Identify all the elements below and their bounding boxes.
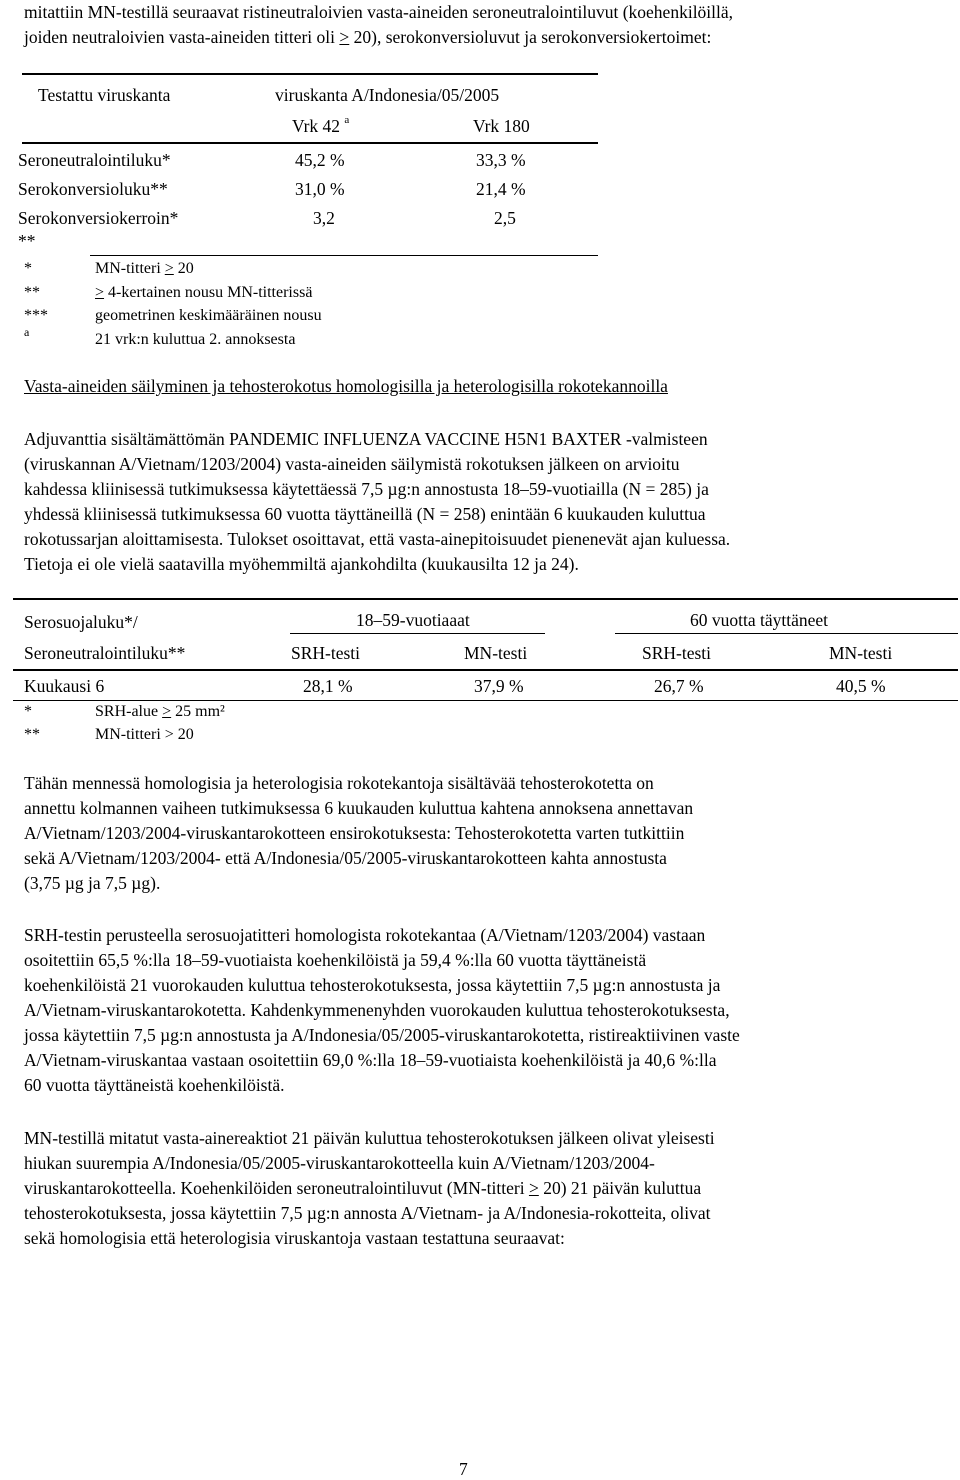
footnote-mark: a [24,325,30,339]
paragraph-line: (3,75 µg ja 7,5 µg). [24,873,161,893]
footnote-text: > 4-kertainen nousu MN-titterissä [95,284,313,301]
paragraph-line: Tähän mennessä homologisia ja heterologisia rokotekantoja sisältävää tehosterokotetta on [24,773,654,793]
footnote-mark: *** [24,307,48,324]
table-2-col-header: MN-testi [464,643,528,663]
paragraph-4 [24,1126,939,1251]
paragraph-line: Adjuvanttia sisältämättömän PANDEMIC INFLUENZA VACCINE H5N1 BAXTER -valmisteen [24,429,708,449]
paragraph-line: MN-testillä mitatut vasta-ainereaktiot 21 päivän kuluttua tehosterokotuksen jälkeen olivat yleisesti [24,1128,715,1148]
table-2-bottom-rule [13,700,958,701]
table-1-top-rule [22,73,598,75]
paragraph-line: SRH-testin perusteella serosuojatitteri homologista rokotekantaa (A/Vietnam/1203/2004) vastaan [24,925,706,945]
table-2-group-rule [290,633,545,634]
table-1-cell: 3,2 [313,208,335,228]
paragraph-line: A/Vietnam/1203/2004-viruskantarokotteen ensirokotuksesta: Tehosterokotetta varten tutkittiin [24,823,685,843]
paragraph-line: koehenkilöistä 21 vuorokauden kuluttua tehosterokotuksesta, jossa käytettiin 7,5 µg:n annostusta ja [24,975,721,995]
footnote-mark: * [24,703,32,720]
footnote-mark: ** [24,726,40,743]
footnote-text: 21 vrk:n kuluttua 2. annoksesta [95,331,296,348]
table-1-row-label-wrap: ** [18,231,36,251]
footnote-mark: * [24,260,32,277]
section-heading: Vasta-aineiden säilyminen ja tehosterokotus homologisilla ja heterologisilla rokotekannoilla [24,376,668,396]
table-1-row-label: Serokonversioluku** [18,179,168,199]
table-2-group-60: 60 vuotta täyttäneet [690,610,829,630]
paragraph-line: sekä homologisia että heterologisia viruskantoja vastaan testattuna seuraavat: [24,1228,565,1248]
table-2-cell: 26,7 % [654,676,704,696]
table-2-cell: 28,1 % [303,676,353,696]
paragraph-line: annettu kolmannen vaiheen tutkimuksessa 6 kuukauden kuluttua kahtena annoksena annettavan [24,798,694,818]
table-2-header-label-2: Seroneutralointiluku** [24,643,186,663]
paragraph-1 [24,427,939,577]
footnote-text: geometrinen keskimääräinen nousu [95,307,322,324]
table-1-cell: 33,3 % [476,150,526,170]
table-1-cell: 45,2 % [295,150,345,170]
table-1-col-vrk42: Vrk 42 $^a$ [292,114,350,136]
paragraph-line: viruskantarokotteella. Koehenkilöiden seroneutralointiluvut (MN-titteri > 20) 21 päivän kuluttua [24,1178,702,1198]
paragraph-line: rokotussarjan aloittamisesta. Tulokset osoittavat, että vasta-ainepitoisuudet pienenevät ajan kuluessa. [24,529,731,549]
table-2-header-label: Serosuojaluku*/ [24,612,138,632]
footnote-text: MN-titteri > 20 [95,726,194,743]
paragraph-line: Tietoja ei ole vielä saatavilla myöhemmiltä ajankohdilta (kuukausilta 12 ja 24). [24,554,579,574]
paragraph-line: A/Vietnam-viruskantarokotetta. Kahdenkymmenenyhden vuorokauden kuluttua tehosterokotuksesta, [24,1000,730,1020]
paragraph-line: jossa käytettiin 7,5 µg:n annostusta ja A/Indonesia/05/2005-viruskantarokotetta, ristireaktiivinen vaste [24,1025,740,1045]
table-1-cell: 21,4 % [476,179,526,199]
paragraph-line: osoitettiin 65,5 %:lla 18–59-vuotiaista koehenkilöistä ja 59,4 %:lla 60 vuotta täyttäneistä [24,950,647,970]
table-2-top-rule [13,598,958,600]
table-2-group-18-59: 18–59-vuotiaaat [356,610,470,630]
paragraph-line: (viruskannan A/Vietnam/1203/2004) vasta-aineiden säilymistä rokotuksen jälkeen on arvioitu [24,454,680,474]
table-1-col-vrk180: Vrk 180 [473,116,530,136]
table-1-header-rule [22,142,598,144]
paragraph-line: hiukan suurempia A/Indonesia/05/2005-viruskantarokotteella kuin A/Vietnam/1203/2004- [24,1153,655,1173]
paragraph-3 [24,923,939,1098]
intro-line-2: joiden neutraloivien vasta-aineiden titteri oli > 20), serokonversioluvut ja serokonversiokertoimet: [24,27,712,47]
table-1-cell: 2,5 [494,208,516,228]
table-2-col-header: SRH-testi [291,643,361,663]
table-1-row-label: Seroneutralointiluku* [18,150,171,170]
paragraph-line: sekä A/Vietnam/1203/2004- että A/Indonesia/05/2005-viruskantarokotteen kahta annostusta [24,848,667,868]
page-number: 7 [459,1459,468,1479]
table-2-cell: 37,9 % [474,676,524,696]
table-2-group-rule [615,633,958,634]
table-1-header-strain: viruskanta A/Indonesia/05/2005 [275,85,500,105]
paragraph-2 [24,771,939,896]
table-2-cell: 40,5 % [836,676,886,696]
footnote-mark: ** [24,284,40,301]
paragraph-line: tehosterokotuksesta, jossa käytettiin 7,5 µg:n annosta A/Vietnam- ja A/Indonesia-rokotteita, olivat [24,1203,711,1223]
paragraph-line: kahdessa kliinisessä tutkimuksessa käytettäessä 7,5 µg:n annostusta 18–59-vuotiailla (N = 285) ja [24,479,709,499]
table-1-header-label: Testattu viruskanta [38,85,171,105]
table-2-col-header: MN-testi [829,643,893,663]
table-2-header-rule [13,669,958,671]
paragraph-line: yhdessä kliinisessä tutkimuksessa 60 vuotta täyttäneillä (N = 258) enintään 6 kuukauden kuluttua [24,504,706,524]
intro-line-1: mitattiin MN-testillä seuraavat ristineutraloivien vasta-aineiden seroneutralointiluvut (koehenkilöillä, [24,2,734,22]
paragraph-line: A/Vietnam-viruskantaa vastaan osoitettiin 69,0 %:lla 18–59-vuotiaista koehenkilöistä ja 40,6 %:lla [24,1050,717,1070]
table-1-cell: 31,0 % [295,179,345,199]
table-2-col-header: SRH-testi [642,643,712,663]
table-1-row-label: Serokonversiokerroin* [18,208,179,228]
footnote-text: SRH-alue > 25 mm² [95,703,225,720]
table-2-row-label: Kuukausi 6 [24,676,105,696]
table-1-bottom-rule [90,255,598,256]
paragraph-line: 60 vuotta täyttäneistä koehenkilöistä. [24,1075,285,1095]
footnote-text: MN-titteri > 20 [95,260,194,277]
